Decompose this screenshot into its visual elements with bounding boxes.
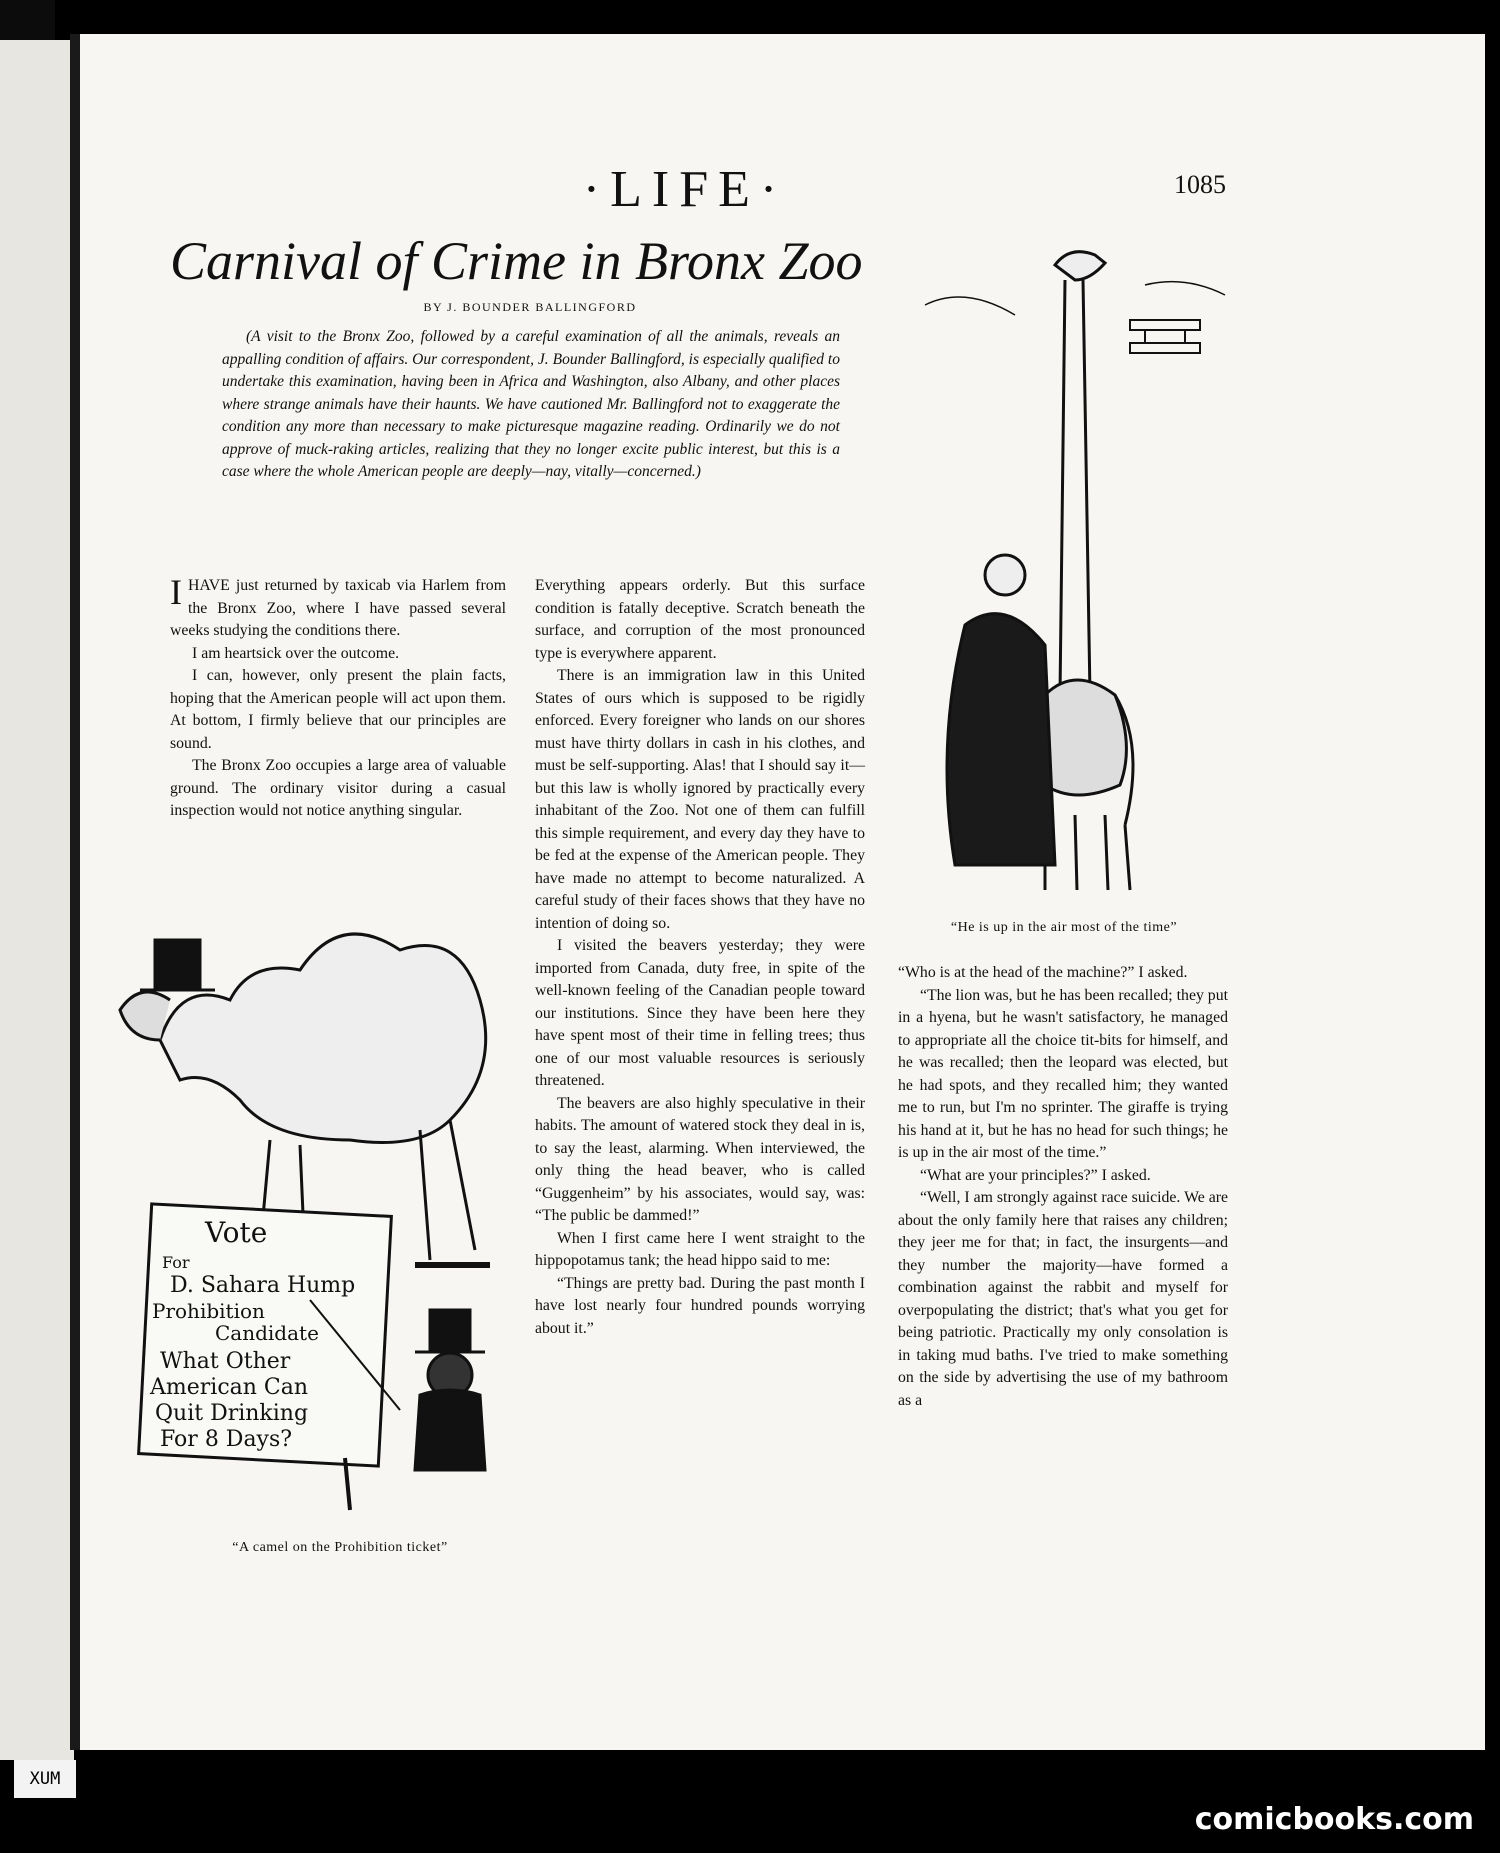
sign-line: Vote (205, 1216, 268, 1249)
article-title: Carnival of Crime in Bronx Zoo (170, 231, 863, 291)
giraffe-illustration (905, 225, 1240, 905)
sign-line: For (162, 1253, 190, 1272)
sign-line: D. Sahara Hump (170, 1273, 356, 1298)
article-intro: (A visit to the Bronx Zoo, followed by a careful examination of all the animals, reveals an appalling condition of affairs. Our correspondent, J. Bounder Ballingford, is especially qualified to undertake this examination, having been in Africa and Washington, also Albany, and other places where strange animals have their haunts. We have cautioned Mr. Ballingford not to exaggerate the condition any more than necessary to make picturesque magazine reading. Ordinarily we do not approve of muck-raking articles, realizing that they no longer excite public interest, but this is a case where the whole American people are deeply—nay, vitally—concerned.) (222, 328, 840, 480)
text-column-2 (535, 575, 865, 1340)
sign-line: Prohibition (152, 1299, 265, 1323)
scan-tag: XUM (14, 1760, 76, 1798)
sign-line: What Other (160, 1349, 291, 1374)
sign-line: American Can (150, 1375, 309, 1400)
sign-line: Quit Drinking (155, 1401, 309, 1426)
paragraph: When I first came here I went straight to the hippopotamus tank; the head hippo said to me: (535, 1229, 865, 1269)
paragraph: The beavers are also highly speculative in their habits. The amount of watered stock they deal in is, to say the least, alarming. When interviewed, the only thing the head beaver, who is called “Guggenheim” by his associates, would say, was: “The public be dammed!” (535, 1094, 865, 1224)
site-watermark: comicbooks.com (1194, 1802, 1474, 1837)
paragraph: I can, however, only present the plain facts, hoping that the American people will act upon them. At bottom, I firmly believe that our principles are sound. (170, 667, 506, 752)
sign-line: Candidate (215, 1321, 319, 1345)
paragraph: “Who is at the head of the machine?” I asked. (898, 964, 1188, 981)
page-number: 1085 (1174, 170, 1226, 199)
masthead: ·LIFE· (582, 161, 788, 218)
man-figure (947, 555, 1055, 865)
paragraph: IHAVE just returned by taxicab via Harlem from the Bronx Zoo, where I have passed several weeks studying the conditions there. (170, 572, 506, 639)
paragraph: “The lion was, but he has been recalled; they put in a hyena, but he wasn't satisfactory, he managed to appropriate all the choice tit-bits for himself, and he was recalled; then the leopard was elected, but he had spots, and they recalled him; they wanted me to run, but I'm no sprinter. The giraffe is trying his hand at it, but he has no head for such things; he is up in the air most of the time.” (898, 986, 1228, 1161)
article-byline: BY J. BOUNDER BALLINGFORD (423, 300, 637, 314)
camel-caption: “A camel on the Prohibition ticket” (232, 1540, 448, 1555)
biplane-icon (1130, 320, 1200, 353)
paragraph: “Things are pretty bad. During the past month I have lost nearly four hundred pounds worrying about it.” (535, 1274, 865, 1337)
giraffe-caption: “He is up in the air most of the time” (950, 920, 1178, 935)
paragraph: Everything appears orderly. But this surface condition is fatally deceptive. Scratch beneath the surface, and corruption of the most pronounced type is everywhere apparent. (535, 577, 865, 662)
paragraph: The Bronx Zoo occupies a large area of valuable ground. The ordinary visitor during a casual inspection would not notice anything singular. (170, 757, 506, 819)
sign-line: For 8 Days? (160, 1427, 293, 1452)
text-column-3 (898, 962, 1228, 1412)
paragraph: “Well, I am strongly against race suicide. We are about the only family here that raises any children; they jeer me for that; in fact, the insurgents—and they number the majority—have formed a combination against the rabbit and myself for overpopulating the district; that's what you get for being patriotic. Practically my only consolation is in taking mud baths. I've tried to make something on the side by advertising the use of my bathroom as a (898, 1189, 1228, 1409)
paragraph: I am heartsick over the outcome. (192, 644, 400, 662)
text-column-1 (170, 572, 506, 823)
paragraph: “What are your principles?” I asked. (920, 1166, 1151, 1184)
paragraph: I visited the beavers yesterday; they were imported from Canada, duty free, in spite of the well-known feeling of the Canadian people toward our institutions. Since they have been here they have spent most of their time in felling trees; thus one of our most valuable resources is seriously threatened. (535, 937, 865, 1089)
camel-illustration (100, 890, 520, 1520)
paragraph: There is an immigration law in this United States of ours which is supposed to be rigidly enforced. Every foreigner who lands on our shores must have thirty dollars in cash in his clothes, and must be self-supporting. Alas! that I should say it—but this law is wholly ignored by practically every inhabitant of the Zoo. Not one of them can fulfill this simple requirement, and every day they have to be fed at the expense of the American people. They have made no attempt to become naturalized. A careful study of their faces shows that they have no intention of doing so. (535, 667, 865, 932)
drop-cap: I (170, 572, 182, 612)
facing-page-edge (0, 40, 74, 1760)
